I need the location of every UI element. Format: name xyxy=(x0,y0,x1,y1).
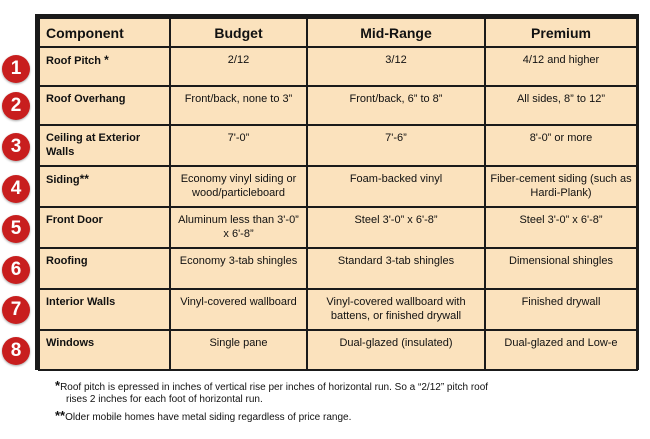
table-row xyxy=(39,47,637,86)
row-badge-8: 8 xyxy=(2,337,30,365)
row-component-cell: Roofing xyxy=(39,248,170,289)
row-badge-1: 1 xyxy=(2,55,30,83)
premium-cell: Steel 3'-0” x 6'-8” xyxy=(485,207,637,248)
mid-range-cell: Steel 3'-0” x 6'-8” xyxy=(307,207,485,248)
premium-cell: 8'-0” or more xyxy=(485,125,637,166)
comparison-table xyxy=(35,14,639,370)
budget-cell: Economy vinyl siding or wood/particleboard xyxy=(170,166,307,207)
budget-cell: Economy 3-tab shingles xyxy=(170,248,307,289)
premium-cell: Dual-glazed and Low-e xyxy=(485,330,637,370)
mid-range-cell: 3/12 xyxy=(307,47,485,86)
budget-cell: Aluminum less than 3'-0” x 6'-8” xyxy=(170,207,307,248)
table-row xyxy=(39,248,637,289)
budget-cell: 2/12 xyxy=(170,47,307,86)
row-component-cell: Front Door xyxy=(39,207,170,248)
row-component-cell: Roof Overhang xyxy=(39,86,170,125)
premium-cell: Fiber-cement siding (such as Hardi-Plank) xyxy=(485,166,637,207)
row-component-cell: Windows xyxy=(39,330,170,370)
mid-range-cell: 7'-6” xyxy=(307,125,485,166)
row-badge-3: 3 xyxy=(2,133,30,161)
header-mid-range: Mid-Range xyxy=(307,18,485,47)
premium-cell: All sides, 8” to 12” xyxy=(485,86,637,125)
row-badge-2: 2 xyxy=(2,92,30,120)
table-row xyxy=(39,207,637,248)
footnote-mark: * xyxy=(55,378,61,393)
table-row xyxy=(39,86,637,125)
row-badge-7: 7 xyxy=(2,296,30,324)
budget-cell: Front/back, none to 3” xyxy=(170,86,307,125)
footnote-text: rises 2 inches for each foot of horizontal run. xyxy=(66,394,263,405)
table-row xyxy=(39,166,637,207)
premium-cell: Finished drywall xyxy=(485,289,637,330)
table-row xyxy=(39,289,637,330)
footnote-mark: * xyxy=(104,53,109,67)
table-row xyxy=(39,125,637,166)
footnote-text: Roof pitch is epressed in inches of vertical rise per inches of horizontal run. So a “2/12” pitch roof xyxy=(60,382,489,393)
row-badge-6: 6 xyxy=(2,256,30,284)
table-row xyxy=(39,330,637,370)
mid-range-cell: Foam-backed vinyl xyxy=(307,166,485,207)
mid-range-cell: Front/back, 6” to 8” xyxy=(307,86,485,125)
header-component: Component xyxy=(39,18,170,47)
footnote-text: Older mobile homes have metal siding regardless of price range. xyxy=(65,412,352,423)
header-budget: Budget xyxy=(170,18,307,47)
row-component-cell: Roof Pitch * xyxy=(39,47,170,86)
row-component-cell: Siding** xyxy=(39,166,170,207)
budget-cell: Vinyl-covered wallboard xyxy=(170,289,307,330)
footnote-roof-pitch xyxy=(55,380,488,406)
footnote-siding xyxy=(55,410,351,424)
premium-cell: 4/12 and higher xyxy=(485,47,637,86)
footnote-mark: ** xyxy=(79,172,89,186)
footnote-mark: ** xyxy=(55,408,66,423)
budget-cell: 7'-0” xyxy=(170,125,307,166)
row-badge-5: 5 xyxy=(2,215,30,243)
row-component-cell: Ceiling at Exterior Walls xyxy=(39,125,170,166)
header-premium: Premium xyxy=(485,18,637,47)
budget-cell: Single pane xyxy=(170,330,307,370)
premium-cell: Dimensional shingles xyxy=(485,248,637,289)
mid-range-cell: Standard 3-tab shingles xyxy=(307,248,485,289)
table-header-row xyxy=(39,18,637,47)
mid-range-cell: Dual-glazed (insulated) xyxy=(307,330,485,370)
mid-range-cell: Vinyl-covered wallboard with battens, or finished drywall xyxy=(307,289,485,330)
row-badge-4: 4 xyxy=(2,175,30,203)
row-number-badges xyxy=(0,0,34,439)
row-component-cell: Interior Walls xyxy=(39,289,170,330)
